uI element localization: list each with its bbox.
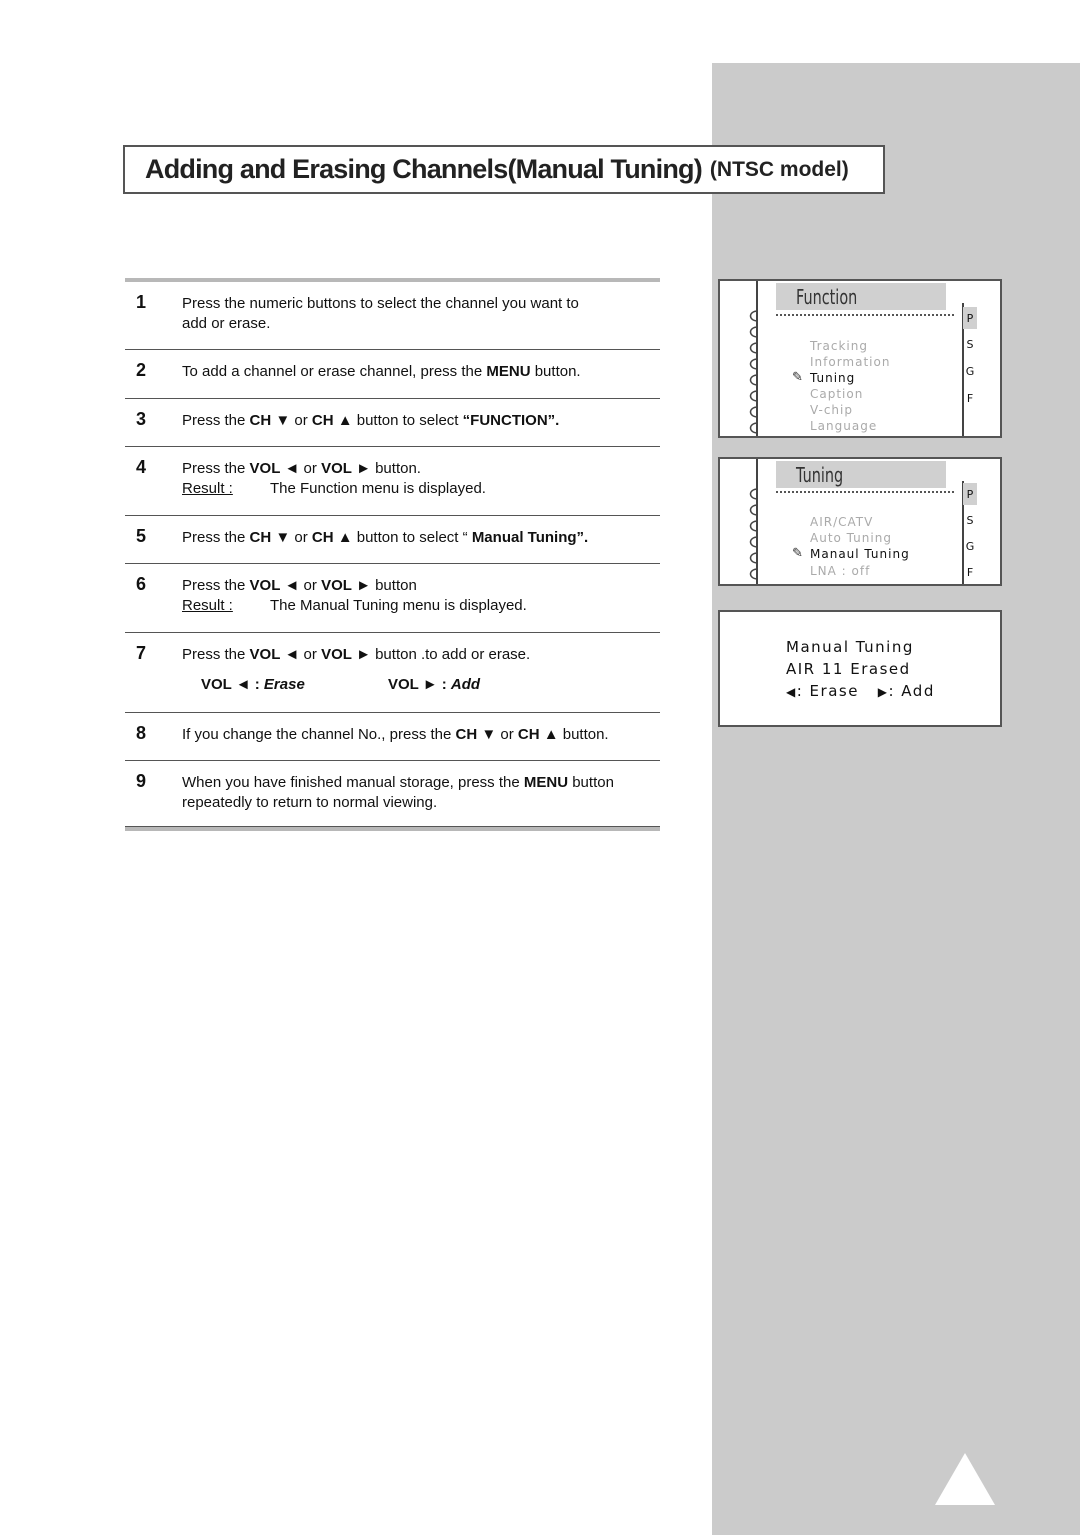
key-name: CH (311, 412, 334, 429)
step-number: 1 (136, 292, 147, 312)
step-line: ▼ or (477, 726, 518, 743)
page-subtitle: (NTSC model) (709, 157, 849, 181)
option-value: Erase (263, 676, 305, 693)
step-text (182, 411, 652, 431)
step-line: ◄ or (280, 646, 322, 663)
menu-item-lna: LNA : off (810, 564, 871, 578)
step-line: button (568, 774, 614, 791)
key-name: CH (249, 412, 272, 429)
osd-channel-status: AIR 11 Erased (786, 660, 911, 678)
step-line: Press the (182, 646, 250, 663)
step-number: 8 (136, 723, 147, 743)
step-text (182, 528, 652, 548)
step-row (125, 399, 660, 447)
key-name: VOL (249, 577, 281, 594)
option-key: VOL ◄ : (201, 676, 260, 693)
step-line: ”. (576, 529, 589, 546)
menu-item-air-catv: AIR/CATV (810, 515, 874, 529)
step-number: 4 (136, 457, 147, 477)
step-line: ◄ or (280, 577, 322, 594)
option-value: Add (450, 676, 481, 693)
step-text (182, 362, 652, 382)
result-label: Result : (182, 480, 233, 497)
left-arrow-icon: ◀ (786, 685, 797, 699)
step-line: button. (530, 363, 581, 380)
function-menu-screen (718, 279, 1002, 438)
manual-tuning-osd (718, 610, 1002, 727)
key-name: VOL (321, 460, 352, 477)
osd-controls (786, 682, 935, 700)
key-name: VOL (249, 646, 281, 663)
step-row (125, 713, 660, 761)
tab-g: G (965, 364, 975, 378)
tab-s: S (966, 513, 974, 527)
step-text (182, 459, 652, 499)
tab-p: P (963, 307, 977, 329)
tab-p: P (963, 483, 977, 505)
right-arrow-icon: ▶ (877, 685, 889, 699)
step-number: 7 (136, 643, 147, 663)
step-row (125, 564, 660, 633)
spiral-icon (746, 487, 766, 586)
menu-tabs (962, 303, 980, 436)
step-text (182, 576, 652, 616)
menu-name: “FUNCTION”. (462, 412, 560, 429)
menu-title-text: Function (796, 285, 858, 309)
tab-f: F (966, 391, 974, 405)
menu-item-vchip: V-chip (810, 403, 853, 417)
key-name: CH (249, 529, 272, 546)
menu-item-language: Language (810, 419, 878, 433)
key-name: CH (311, 529, 334, 546)
step-line: If you change the channel No., press the (182, 726, 456, 743)
menu-title-text: Tuning (796, 463, 844, 487)
result-text: The Manual Tuning menu is displayed. (270, 597, 527, 614)
step-line: Press the (182, 460, 250, 477)
step-line: repeatedly to return to normal viewing. (182, 794, 438, 811)
step-text (182, 645, 652, 695)
step-number: 9 (136, 771, 147, 791)
page-title: Adding and Erasing Channels(Manual Tuning) (145, 154, 702, 184)
step-row (125, 633, 660, 713)
step-line: ► button .to add or erase. (351, 646, 531, 663)
step-line: Press the (182, 577, 250, 594)
menu-item-manual-tuning: Manaul Tuning (810, 547, 910, 561)
step-line: ▲ button. (539, 726, 609, 743)
menu-tabs (962, 481, 980, 584)
step-number: 6 (136, 574, 147, 594)
osd-title: Manual Tuning (786, 638, 914, 656)
step-line: When you have finished manual storage, press the (182, 774, 524, 791)
step-row (125, 761, 660, 827)
tab-g: G (965, 539, 975, 553)
step-text (182, 773, 652, 813)
step-line: ▲ button to select (333, 412, 463, 429)
key-name: VOL (321, 577, 352, 594)
tab-f: F (966, 565, 974, 579)
step-row (125, 447, 660, 516)
key-name: VOL (249, 460, 281, 477)
key-name: CH (455, 726, 478, 743)
menu-item-auto-tuning: Auto Tuning (810, 531, 892, 545)
page-title-box (123, 145, 885, 194)
step-line: ▼ or (271, 412, 312, 429)
step-line: ► button. (351, 460, 421, 477)
key-name: CH (517, 726, 540, 743)
pencil-icon: ✎ (792, 369, 803, 384)
menu-title (776, 283, 946, 310)
tuning-menu-screen (718, 457, 1002, 586)
step-text (182, 294, 652, 334)
step-number: 3 (136, 409, 147, 429)
key-name: MENU (486, 363, 531, 380)
step-row (125, 350, 660, 399)
step-line: Press the numeric buttons to select the channel you want to (182, 295, 579, 312)
step-row (125, 282, 660, 350)
menu-name: Manual Tuning (471, 529, 577, 546)
step-row (125, 516, 660, 564)
menu-item-information: Information (810, 355, 891, 369)
dotted-separator (776, 314, 954, 316)
osd-erase-label: : Erase (796, 682, 859, 700)
step-line: Press the (182, 412, 250, 429)
menu-item-caption: Caption (810, 387, 864, 401)
key-name: VOL (321, 646, 352, 663)
menu-item-tuning: Tuning (810, 371, 856, 385)
osd-add-label: : Add (888, 682, 935, 700)
dotted-separator (776, 491, 954, 493)
result-text: The Function menu is displayed. (270, 480, 486, 497)
step-line: add or erase. (182, 315, 271, 332)
divider (125, 827, 660, 831)
spiral-icon (746, 309, 766, 437)
step-text (182, 725, 652, 745)
menu-item-tracking: Tracking (810, 339, 868, 353)
step-number: 5 (136, 526, 147, 546)
key-name: MENU (523, 774, 569, 791)
step-number: 2 (136, 360, 147, 380)
step-line: ▼ or (271, 529, 312, 546)
step-line: ◄ or (280, 460, 322, 477)
pencil-icon: ✎ (792, 545, 803, 560)
result-label: Result : (182, 597, 233, 614)
step-line: To add a channel or erase channel, press the (182, 363, 487, 380)
tab-s: S (966, 337, 974, 351)
step-line: Press the (182, 529, 250, 546)
step-line: ▲ button to select “ (333, 529, 472, 546)
steps-table (125, 278, 660, 831)
option-key: VOL ► : (388, 676, 447, 693)
page-triangle-icon (935, 1453, 995, 1505)
step-line: ► button (351, 577, 417, 594)
menu-title (776, 461, 946, 488)
